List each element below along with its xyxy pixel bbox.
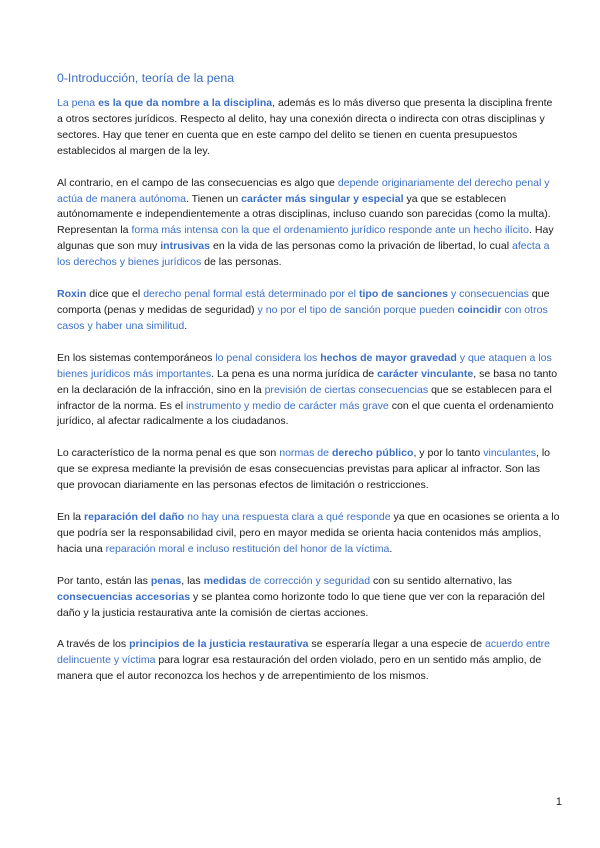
text-run: . Tienen un <box>186 192 242 205</box>
paragraph-6 <box>57 510 560 558</box>
highlighted-text: forma más intensa con la que el ordenamiento jurídico responde ante un hecho ilícito <box>131 224 529 237</box>
highlighted-text: de corrección y seguridad <box>246 574 371 587</box>
text-run: de las personas. <box>201 256 282 269</box>
paragraph-7 <box>57 574 560 622</box>
highlighted-text: hechos de mayor gravedad <box>320 351 457 364</box>
highlighted-text: tipo de sanciones <box>358 288 449 301</box>
text-run: . La pena es una norma jurídica de <box>211 367 378 380</box>
section-heading: 0-Introducción, teoría de la pena <box>57 71 235 85</box>
highlighted-text: intrusivas <box>160 240 211 253</box>
highlighted-text: Roxin <box>57 288 87 301</box>
highlighted-text: derecho público <box>331 447 414 460</box>
highlighted-text: y que ataquen a los bienes jurídicos más importantes <box>57 351 552 380</box>
text-run: , y por lo tanto <box>413 447 484 460</box>
highlighted-text: depende originariamente del derecho penal y actúa de manera autónoma <box>57 176 550 205</box>
text-run: para lograr esa restauración del orden violado, pero en un sentido más amplio, de manera que el autor reconozca los hechos y de arrepentimiento de los mismos. <box>57 654 542 683</box>
highlighted-text: principios de la justicia restaurativa <box>129 638 309 651</box>
document-body <box>57 96 560 685</box>
text-run: en la vida de las personas como la privación de libertad, lo cual <box>210 240 512 253</box>
text-run: , las <box>181 574 204 587</box>
text-run: , lo que se expresa mediante la previsión de esas consecuencias previstas para aplicar al infractor. Son las que provocan diariamente en las personas efectos de limitación o restricciones. <box>57 447 551 492</box>
highlighted-text: instrumento y medio de carácter más grave <box>185 399 389 412</box>
text-run: con el que cuenta el ordenamiento jurídico, al afectar radicalmente a los ciudadanos. <box>57 399 554 428</box>
text-run: con su sentido alternativo, las <box>370 574 512 587</box>
text-run: Lo característico de la norma penal es que son <box>57 447 280 460</box>
paragraph-1 <box>57 96 560 160</box>
text-run: . <box>184 319 188 332</box>
text-run: . <box>389 542 393 555</box>
text-run: se esperaría llegar a una especie de <box>308 638 485 651</box>
highlighted-text: afecta a los derechos y bienes jurídicos <box>57 240 550 269</box>
highlighted-text: lo penal considera los <box>215 351 321 364</box>
text-run: , se basa no tanto en la declaración de la infracción, sino en la <box>57 367 558 396</box>
text-run: . Hay algunas que son muy <box>57 224 554 253</box>
highlighted-text: carácter vinculante <box>377 367 474 380</box>
highlighted-text: vinculantes <box>483 447 536 460</box>
highlighted-text: normas de <box>279 447 332 460</box>
highlighted-text: no hay una respuesta clara a qué responde <box>184 511 391 524</box>
paragraph-3 <box>57 287 560 335</box>
highlighted-text: y no por el tipo de sanción porque pueden <box>257 303 458 316</box>
highlighted-text: medidas <box>203 574 247 587</box>
text-run: A través de los <box>57 638 130 651</box>
paragraph-4 <box>57 351 560 431</box>
paragraph-5 <box>57 446 560 494</box>
paragraph-2 <box>57 176 560 271</box>
text-run: ya que se establecen autónomamente e independientemente a otras disciplinas, incluso cuando son parecidas (como la multa). Representan la <box>57 192 551 237</box>
highlighted-text: previsión de ciertas consecuencias <box>264 383 429 396</box>
highlighted-text: es la que da nombre a la disciplina <box>98 97 273 109</box>
highlighted-text: acuerdo entre delincuente y víctima <box>57 638 551 667</box>
highlighted-text: carácter más singular y especial <box>241 192 404 205</box>
text-run: y se plantea como horizonte todo lo que tiene que ver con la reparación del daño y la justicia restaurativa ante la comisión de ciertas acciones. <box>57 590 545 619</box>
text-run: Al contrario, en el campo de las consecuencias es algo que <box>57 176 338 189</box>
text-run: dice que el <box>86 288 144 301</box>
paragraph-8 <box>57 637 560 685</box>
page-number: 1 <box>555 796 562 808</box>
highlighted-text: penas <box>150 574 182 587</box>
highlighted-text: reparación moral e incluso restitución del honor de la víctima <box>105 542 390 555</box>
text-run: que comporta (penas y medidas de seguridad) <box>57 288 550 316</box>
highlighted-text: coincidir <box>457 303 502 316</box>
text-run: En los sistemas contemporáneos <box>57 351 216 364</box>
text-run: , además es lo más diverso que presenta la disciplina frente a otros sectores jurídicos. Respecto al delito, hay una conexión directa o indirecta con otras disciplinas y sectores. Hay que tener en cuenta que en este campo del delito se tienen en cuenta presupuestos establecidos al margen de la ley. <box>57 97 553 157</box>
text-run: ya que en ocasiones se orienta a lo que podría ser la responsabilidad civil, pero en mayor medida se orienta hacia contenidos más amplios, hacia una <box>57 511 560 555</box>
highlighted-text: derecho penal formal está determinado por el <box>143 288 359 301</box>
highlighted-text: reparación del daño <box>83 511 185 524</box>
highlighted-text: consecuencias accesorias <box>57 590 191 603</box>
text-run: En la <box>57 511 84 524</box>
highlighted-text: La pena <box>57 97 99 109</box>
text-run: que se establecen para el infractor de la norma. Es el <box>57 383 552 412</box>
highlighted-text: con otros casos y haber una similitud <box>57 303 548 332</box>
text-run: Por tanto, están las <box>57 574 151 587</box>
highlighted-text: y consecuencias <box>448 288 529 301</box>
